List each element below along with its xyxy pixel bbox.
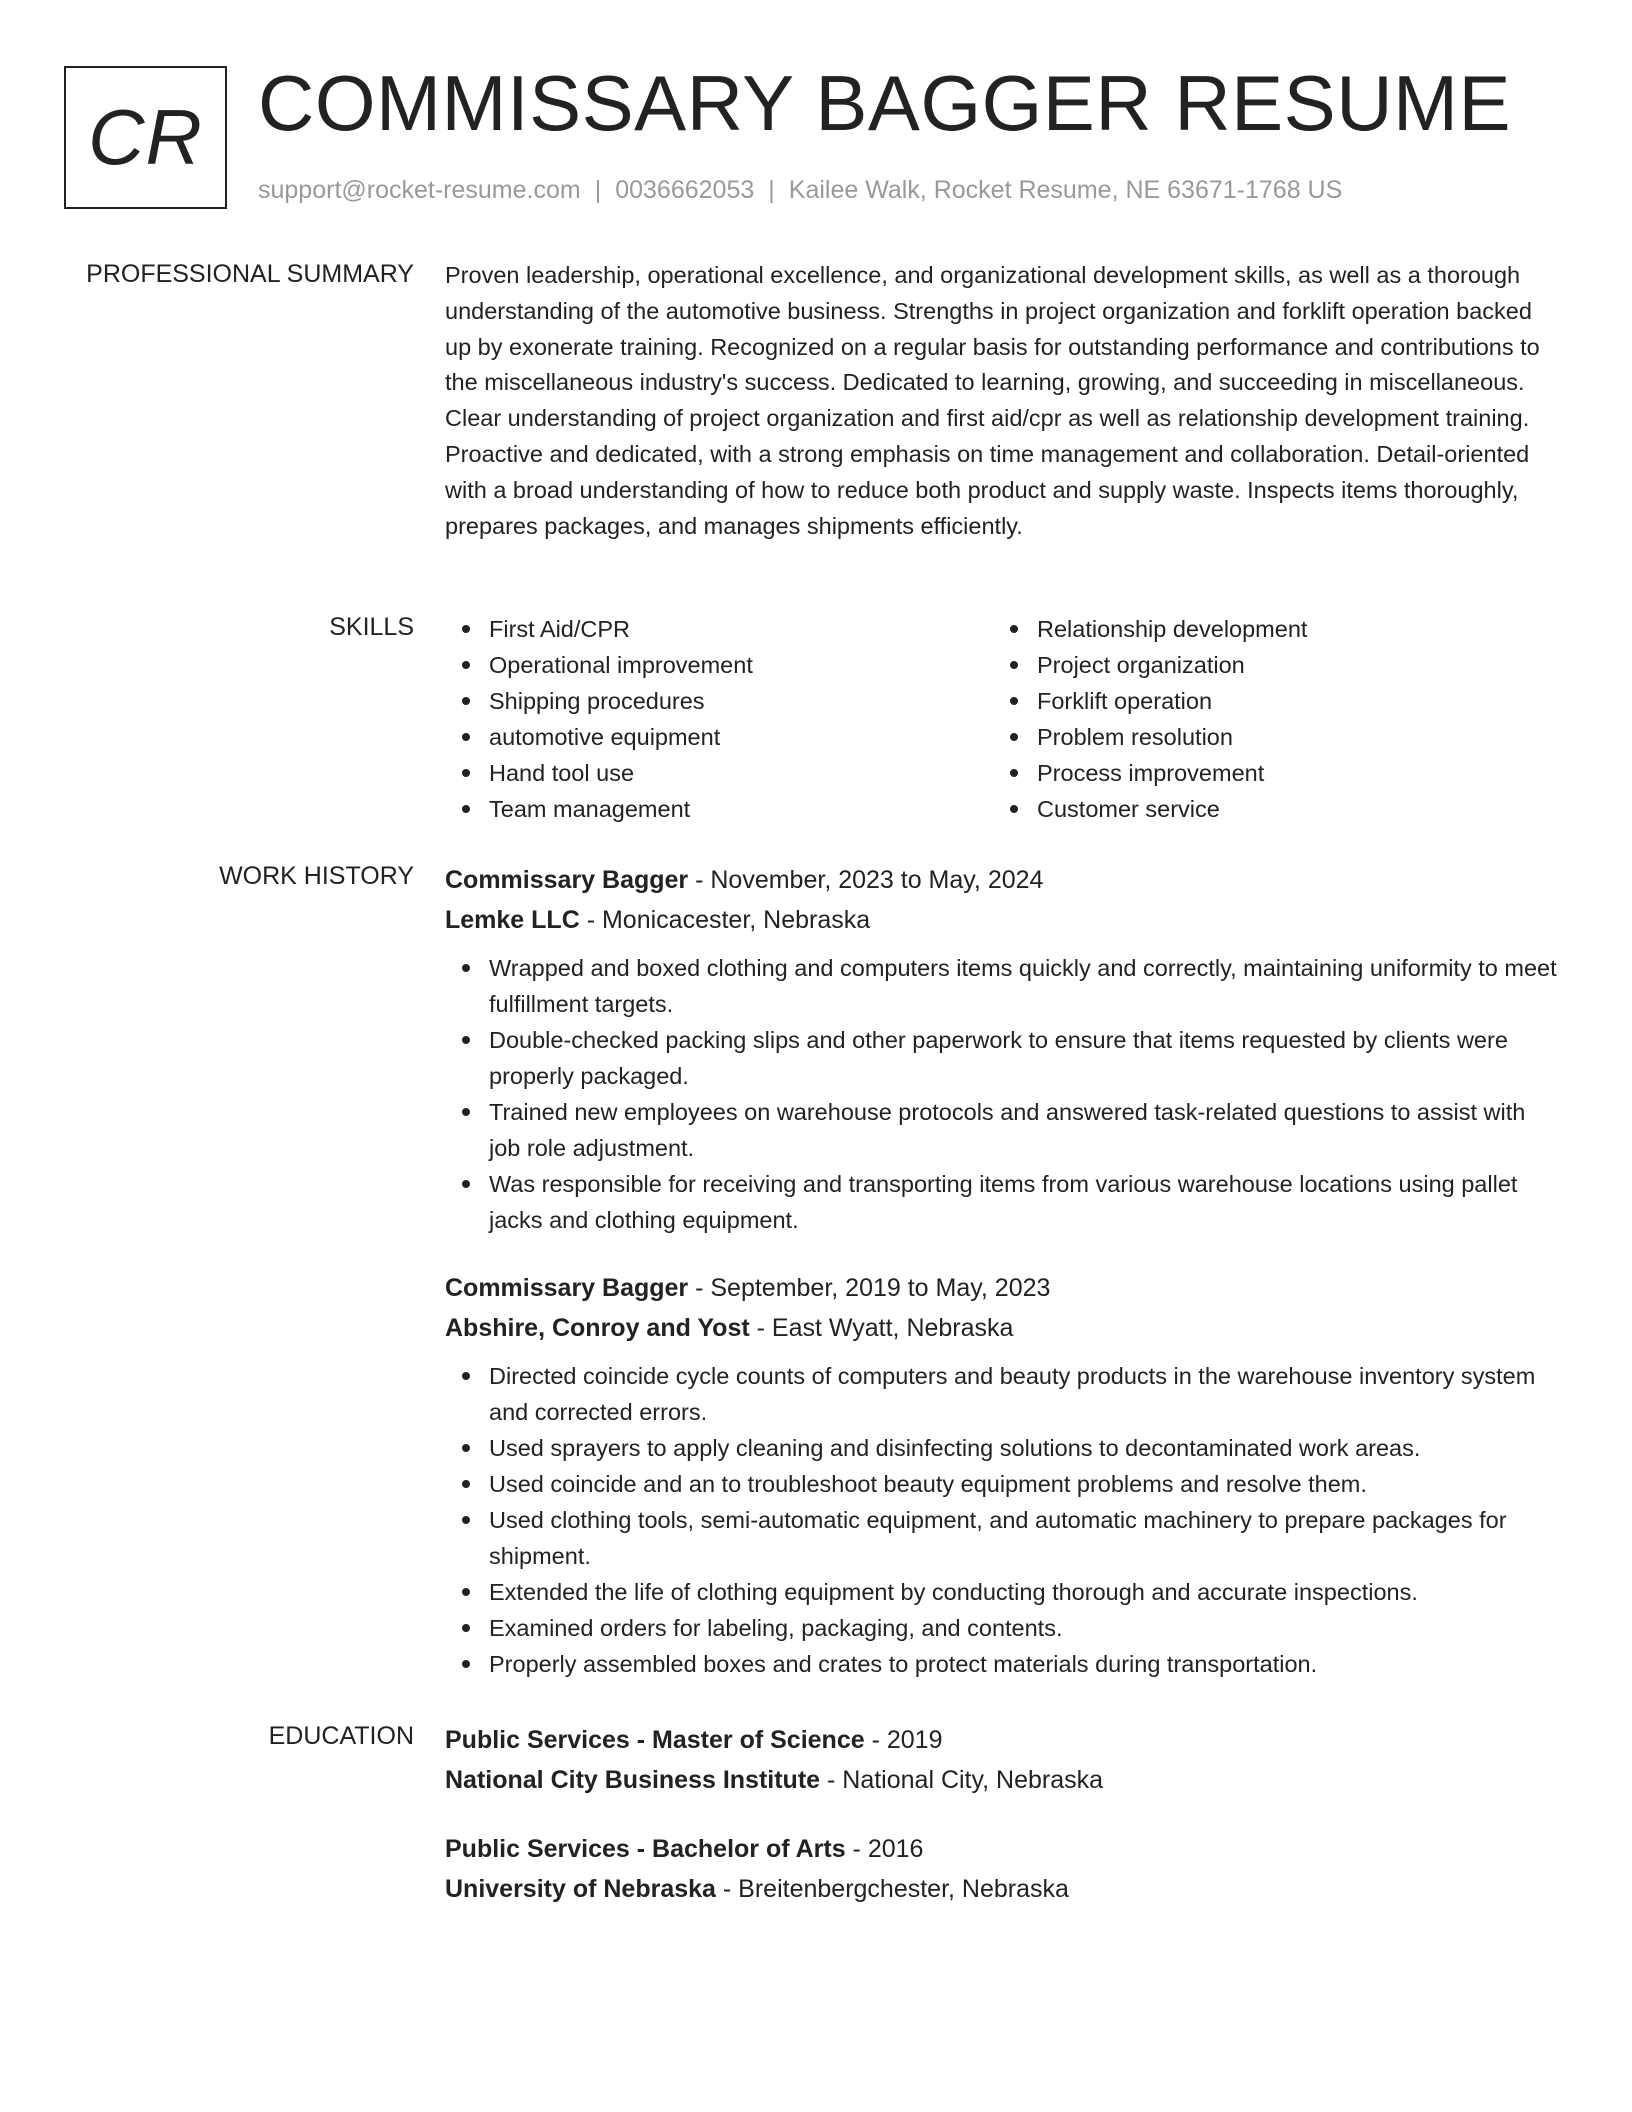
monogram-logo: CR <box>64 66 227 209</box>
contact-email[interactable]: support@rocket-resume.com <box>258 176 581 204</box>
work-history-body <box>445 860 1560 1682</box>
contact-separator: | <box>768 176 775 204</box>
job-company-line <box>445 1308 1560 1348</box>
skill-item: Hand tool use <box>445 755 993 791</box>
contact-separator: | <box>594 176 602 204</box>
education-entry <box>445 1720 1560 1800</box>
job-entry <box>445 860 1560 1238</box>
contact-phone[interactable]: 0036662053 <box>615 176 755 204</box>
work-history-heading: WORK HISTORY <box>219 862 414 890</box>
education-heading: EDUCATION <box>268 1722 414 1750</box>
job-location: - Monicacester, Nebraska <box>579 906 871 934</box>
contact-line <box>258 176 1342 205</box>
skill-item: Problem resolution <box>993 719 1541 755</box>
degree-line <box>445 1829 1560 1869</box>
job-title: Commissary Bagger <box>445 866 689 894</box>
contact-address: Kailee Walk, Rocket Resume, NE 63671-1768 US <box>788 176 1343 204</box>
school-location: - National City, Nebraska <box>820 1766 1104 1794</box>
skills-list-left <box>445 611 993 827</box>
degree-line <box>445 1720 1560 1760</box>
job-duties-list <box>445 1358 1560 1682</box>
skill-item: automotive equipment <box>445 719 993 755</box>
job-duty: Wrapped and boxed clothing and computers items quickly and correctly, maintaining uniformity to meet fulfillment targets. <box>445 950 1560 1022</box>
job-title: Commissary Bagger <box>445 1274 689 1302</box>
summary-heading: PROFESSIONAL SUMMARY <box>86 260 414 288</box>
job-duty: Was responsible for receiving and transporting items from various warehouse locations using pallet jacks and clothing equipment. <box>445 1166 1560 1238</box>
skill-item: Operational improvement <box>445 647 993 683</box>
education-entry <box>445 1829 1560 1909</box>
skill-item: Relationship development <box>993 611 1541 647</box>
job-duty: Used clothing tools, semi-automatic equipment, and automatic machinery to prepare packages for shipment. <box>445 1502 1560 1574</box>
skill-item: First Aid/CPR <box>445 611 993 647</box>
school-location: - Breitenbergchester, Nebraska <box>715 1875 1069 1903</box>
degree: Public Services - Bachelor of Arts <box>445 1835 846 1863</box>
job-entry <box>445 1268 1560 1682</box>
education-body <box>445 1720 1560 1909</box>
job-dates: - September, 2019 to May, 2023 <box>688 1274 1051 1302</box>
skill-item: Customer service <box>993 791 1541 827</box>
job-duty: Used coincide and an to troubleshoot beauty equipment problems and resolve them. <box>445 1466 1560 1502</box>
job-duty: Extended the life of clothing equipment by conducting thorough and accurate inspections. <box>445 1574 1560 1610</box>
job-duty: Used sprayers to apply cleaning and disinfecting solutions to decontaminated work areas. <box>445 1430 1560 1466</box>
school-line <box>445 1869 1560 1909</box>
summary-text: Proven leadership, operational excellence, and organizational development skills, as well as a thorough understanding of the automotive business. Strengths in project organization and forklift operation backed up by exonerate training. Recognized on a regular basis for outstanding performance and contributions to the miscellaneous industry's success. Dedicated to learning, growing, and succeeding in miscellaneous. Clear understanding of project organization and first aid/cpr as well as relationship development training. Proactive and dedicated, with a strong emphasis on time management and collaboration. Detail-oriented with a broad understanding of how to reduce both product and supply waste. Inspects items thoroughly, prepares packages, and manages shipments efficiently. <box>445 262 1540 539</box>
skills-body <box>445 611 1560 827</box>
graduation-year: - 2019 <box>864 1726 943 1754</box>
skill-item: Shipping procedures <box>445 683 993 719</box>
resume-title: COMMISSARY BAGGER RESUME <box>258 59 1512 147</box>
skills-heading: SKILLS <box>329 613 414 641</box>
skill-item: Forklift operation <box>993 683 1541 719</box>
job-title-line <box>445 860 1560 900</box>
job-company: Lemke LLC <box>445 906 580 934</box>
skills-list-right <box>993 611 1541 827</box>
skill-item: Project organization <box>993 647 1541 683</box>
skill-item: Process improvement <box>993 755 1541 791</box>
job-duty: Directed coincide cycle counts of computers and beauty products in the warehouse inventory system and corrected errors. <box>445 1358 1560 1430</box>
job-duty: Examined orders for labeling, packaging, and contents. <box>445 1610 1560 1646</box>
degree: Public Services - Master of Science <box>445 1726 865 1754</box>
school-name: National City Business Institute <box>445 1766 821 1794</box>
job-duty: Properly assembled boxes and crates to protect materials during transportation. <box>445 1646 1560 1682</box>
job-company: Abshire, Conroy and Yost <box>445 1314 750 1342</box>
job-title-line <box>445 1268 1560 1308</box>
school-name: University of Nebraska <box>445 1875 716 1903</box>
job-duty: Double-checked packing slips and other paperwork to ensure that items requested by clients were properly packaged. <box>445 1022 1560 1094</box>
graduation-year: - 2016 <box>845 1835 924 1863</box>
job-company-line <box>445 900 1560 940</box>
job-duty: Trained new employees on warehouse protocols and answered task-related questions to assist with job role adjustment. <box>445 1094 1560 1166</box>
school-line <box>445 1760 1560 1800</box>
job-location: - East Wyatt, Nebraska <box>749 1314 1014 1342</box>
skill-item: Team management <box>445 791 993 827</box>
job-dates: - November, 2023 to May, 2024 <box>688 866 1044 894</box>
job-duties-list <box>445 950 1560 1238</box>
